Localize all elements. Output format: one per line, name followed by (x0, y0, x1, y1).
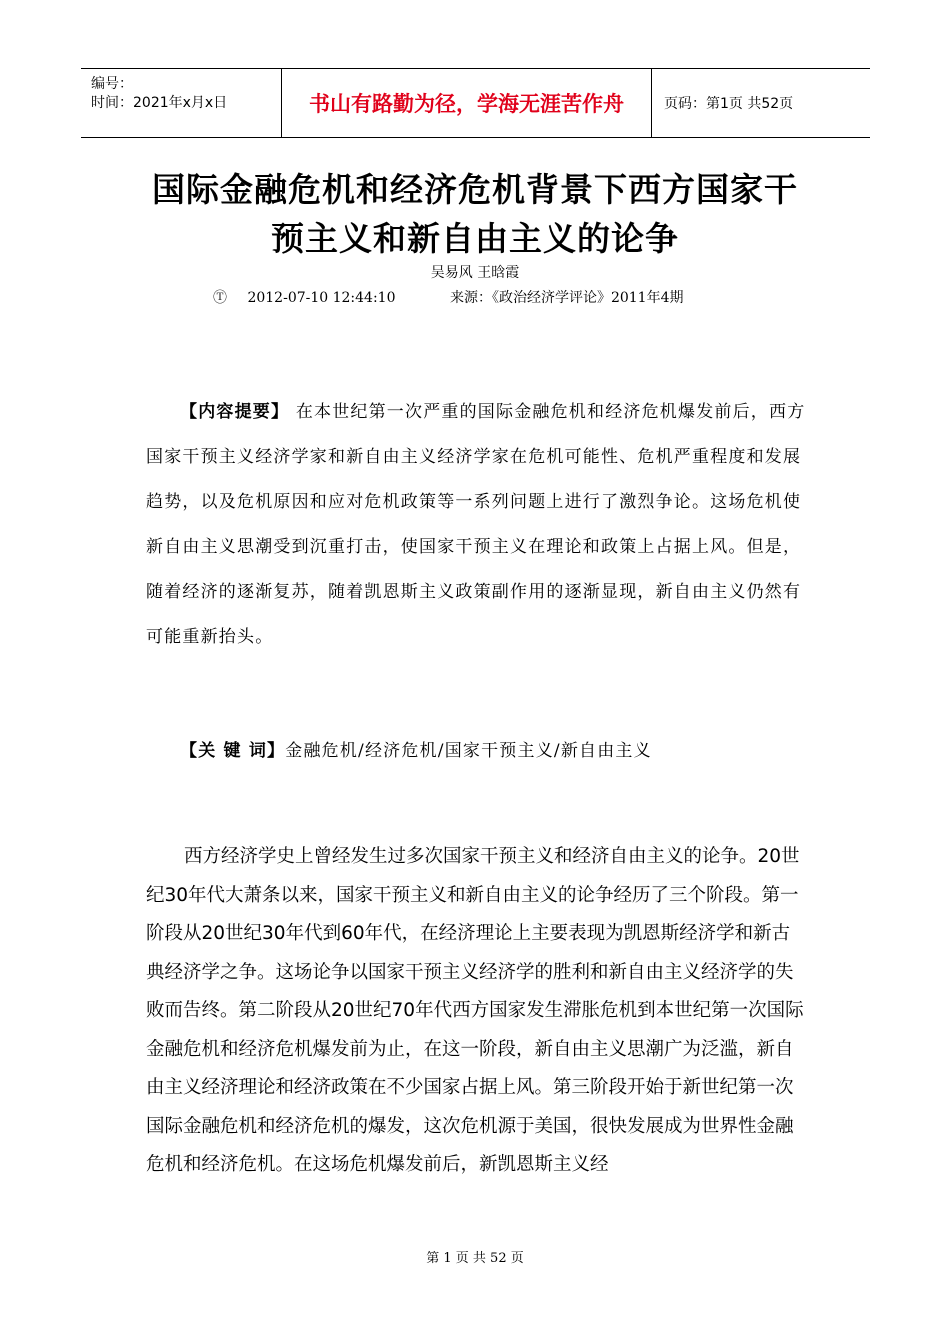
page-footer: 第 1 页 共 52 页 (426, 1251, 524, 1266)
article-meta (213, 287, 684, 307)
article-datetime: 2012-07-10 12:44:10 (247, 290, 396, 306)
article-authors: 吴易风 王晗霞 (430, 265, 520, 281)
document-header (81, 68, 870, 138)
keywords-text: 金融危机/经济危机/国家干预主义/新自由主义 (285, 741, 652, 761)
article-title-line2: 预主义和新自由主义的论争 (271, 219, 679, 258)
header-page-info: 页码：第1页 共52页 (664, 96, 794, 112)
clock-icon: Ⓣ (213, 290, 227, 306)
body-paragraph-text: 西方经济学史上曾经发生过多次国家干预主义和经济自由主义的论争。20世纪30年代大萧条以来，国家干预主义和新自由主义的论争经历了三个阶段。第一阶段从20世纪30年代到60年代，在经济理论上主要表现为凯恩斯经济学和新古典经济学之争。这场论争以国家干预主义经济学的胜利和新自由主义经济学的失败而告终。第二阶段从20世纪70年代西方国家发生滞胀危机到本世纪第一次国际金融危机和经济危机爆发前为止，在这一阶段，新自由主义思潮广为泛滥，新自由主义经济理论和经济政策在不少国家占据上风。第三阶段开始于新世纪第一次国际金融危机和经济危机的爆发，这次危机源于美国，很快发展成为世界性金融危机和经济危机。在这场危机爆发前后，新凯恩斯主义经 (146, 846, 804, 1175)
time-label: 时间：2021年x月x日 (91, 95, 228, 111)
article-title-line1: 国际金融危机和经济危机背景下西方国家干 (152, 170, 798, 209)
abstract-paragraph (146, 390, 811, 660)
header-meta-cell (81, 69, 282, 137)
keywords-label: 【关 键 词】 (180, 741, 286, 761)
body-paragraph (146, 838, 806, 1185)
header-motto: 书山有路勤为径，学海无涯苦作舟 (282, 69, 652, 137)
article-source: 来源：《政治经济学评论》2011年4期 (449, 290, 684, 306)
keywords-line (180, 736, 652, 761)
abstract-text: 在本世纪第一次严重的国际金融危机和经济危机爆发前后，西方国家干预主义经济学家和新自由主义经济学家在危机可能性、危机严重程度和发展趋势，以及危机原因和应对危机政策等一系列问题上进行了激烈争论。这场危机使新自由主义思潮受到沉重打击，使国家干预主义在理论和政策上占据上风。但是，随着经济的逐渐复苏，随着凯恩斯主义政策副作用的逐渐显现，新自由主义仍然有可能重新抬头。 (146, 402, 806, 647)
abstract-label: 【内容提要】 (180, 402, 290, 422)
number-label: 编号： (91, 76, 133, 92)
